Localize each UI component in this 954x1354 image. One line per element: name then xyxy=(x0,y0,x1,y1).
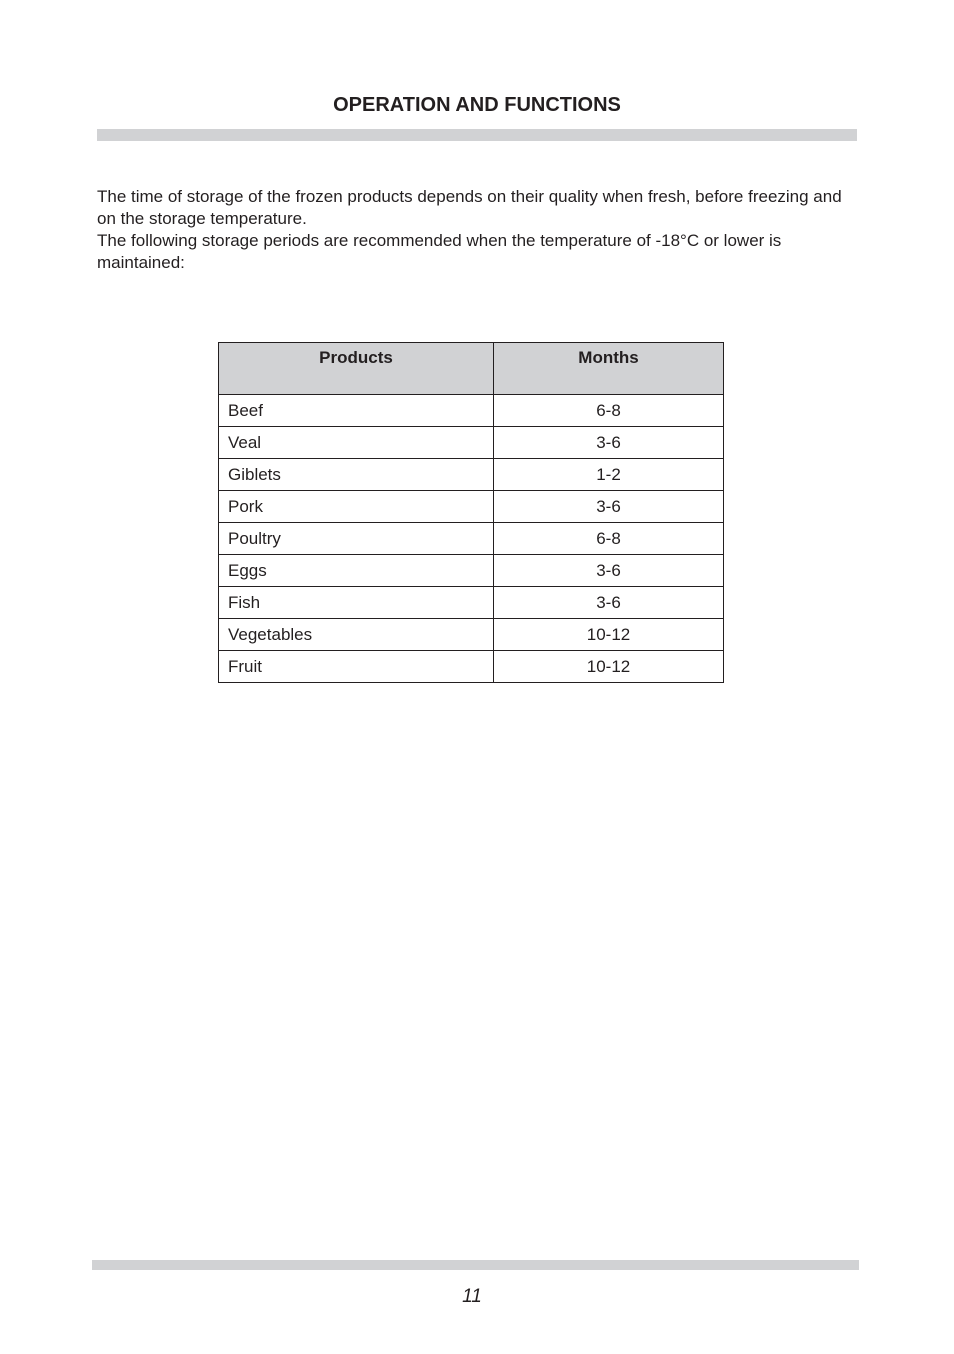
table-row xyxy=(219,491,724,523)
intro-text xyxy=(97,186,865,274)
months-cell: 3-6 xyxy=(494,587,724,619)
months-cell: 3-6 xyxy=(494,491,724,523)
footer-divider xyxy=(92,1260,859,1270)
table-row xyxy=(219,587,724,619)
table-row xyxy=(219,395,724,427)
product-cell: Veal xyxy=(219,427,494,459)
months-cell: 10-12 xyxy=(494,651,724,683)
product-cell: Vegetables xyxy=(219,619,494,651)
table-row xyxy=(219,555,724,587)
column-header-months: Months xyxy=(494,343,724,395)
table-header-row xyxy=(219,343,724,395)
product-cell: Fruit xyxy=(219,651,494,683)
product-cell: Fish xyxy=(219,587,494,619)
page-number: 11 xyxy=(462,1286,482,1307)
table-row xyxy=(219,427,724,459)
months-cell: 3-6 xyxy=(494,555,724,587)
page-title: OPERATION AND FUNCTIONS xyxy=(333,94,621,116)
header-divider xyxy=(97,129,857,141)
months-cell: 6-8 xyxy=(494,523,724,555)
table-row xyxy=(219,619,724,651)
product-cell: Beef xyxy=(219,395,494,427)
months-cell: 10-12 xyxy=(494,619,724,651)
months-cell: 6-8 xyxy=(494,395,724,427)
months-cell: 1-2 xyxy=(494,459,724,491)
product-cell: Giblets xyxy=(219,459,494,491)
table-row xyxy=(219,459,724,491)
table-row xyxy=(219,651,724,683)
column-header-products: Products xyxy=(219,343,494,395)
intro-paragraph: The time of storage of the frozen products depends on their quality when fresh, before freezing and on the storage temperature. xyxy=(97,187,842,228)
table-row xyxy=(219,523,724,555)
product-cell: Eggs xyxy=(219,555,494,587)
storage-periods-table xyxy=(218,342,724,683)
months-cell: 3-6 xyxy=(494,427,724,459)
intro-paragraph: The following storage periods are recommended when the temperature of -18°C or lower is maintained: xyxy=(97,231,782,272)
product-cell: Poultry xyxy=(219,523,494,555)
product-cell: Pork xyxy=(219,491,494,523)
